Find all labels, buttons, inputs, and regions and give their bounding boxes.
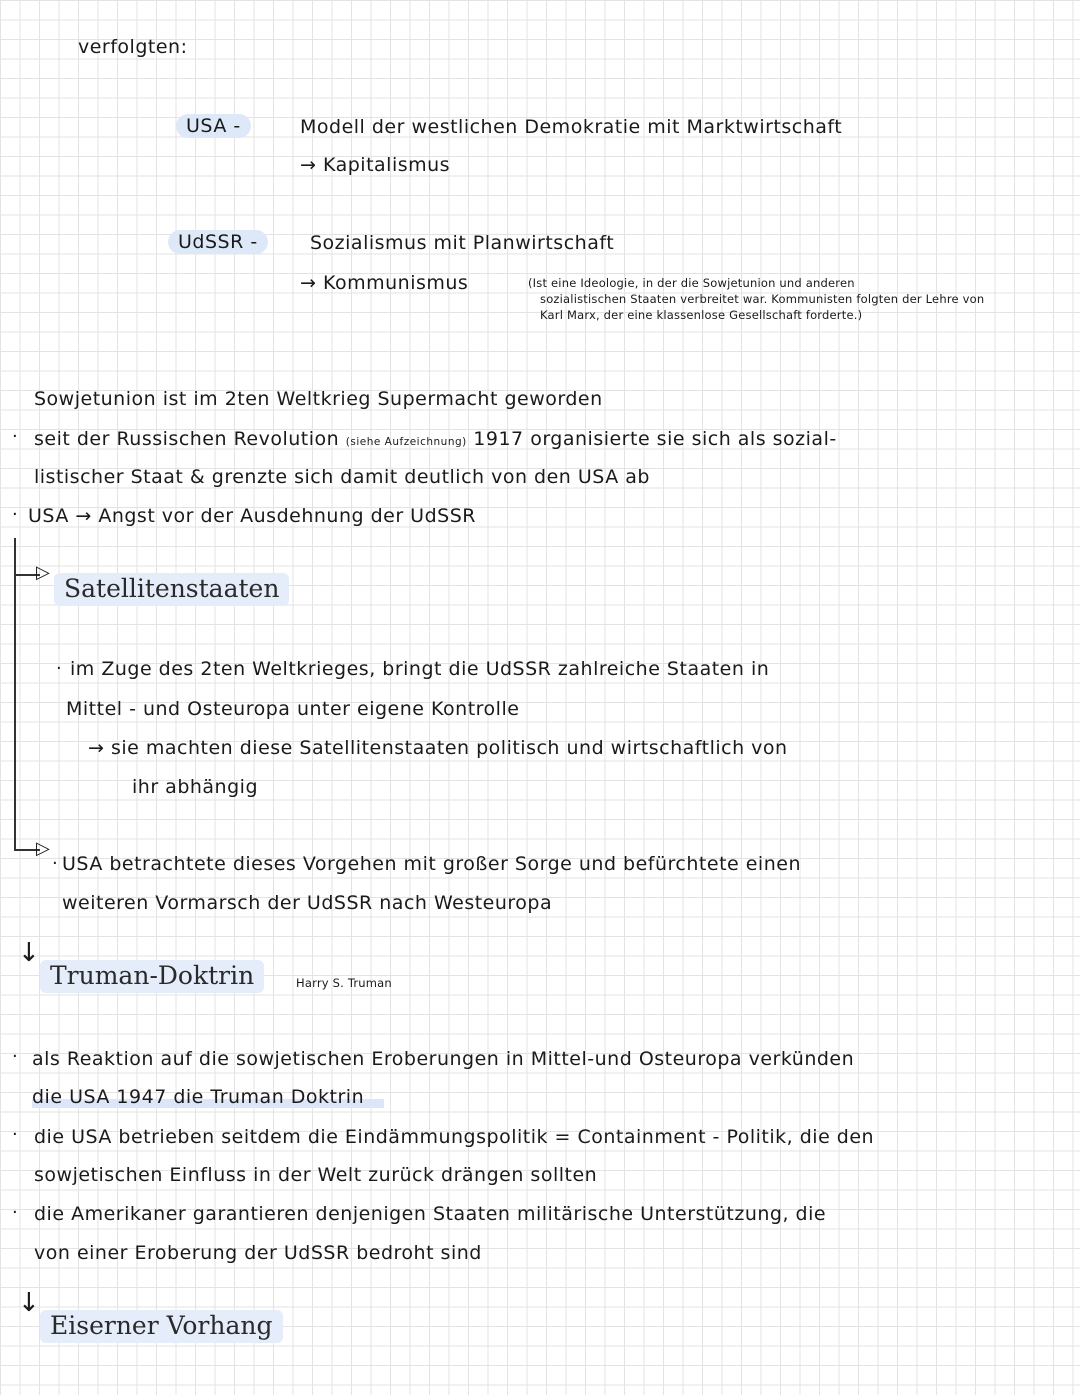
arrow-down-icon: ↓: [18, 938, 40, 968]
truman-line4: sowjetischen Einfluss in der Welt zurück drängen sollten: [34, 1164, 598, 1186]
udssr-note1: (Ist eine Ideologie, in der die Sowjetunion und anderen: [528, 276, 855, 290]
truman-line1: als Reaktion auf die sowjetischen Eroberungen in Mittel-und Osteuropa verkünden: [32, 1048, 855, 1070]
bullet-icon: ·: [52, 853, 58, 874]
usa-line2: → Kapitalismus: [300, 154, 451, 176]
udssr-line2: → Kommunismus: [300, 272, 469, 294]
truman-name: Harry S. Truman: [296, 976, 392, 990]
udssr-note2: sozialistischen Staaten verbreitet war. Kommunisten folgten der Lehre von: [540, 292, 985, 306]
udssr-line1: Sozialismus mit Planwirtschaft: [310, 232, 615, 254]
bullet-icon: ·: [12, 504, 18, 525]
satelliten-line5: USA betrachtete dieses Vorgehen mit großer Sorge und befürchtete einen: [62, 853, 801, 875]
satelliten-line2: Mittel - und Osteuropa unter eigene Kontrolle: [66, 698, 520, 720]
satelliten-line6: weiteren Vormarsch der UdSSR nach Westeuropa: [62, 892, 553, 914]
para1-line2a: seit der Russischen Revolution: [34, 428, 340, 450]
bullet-icon: ·: [12, 426, 18, 447]
heading-eiserner-vorhang: Eiserner Vorhang: [40, 1310, 283, 1343]
udssr-note3: Karl Marx, der eine klassenlose Gesellschaft forderte.): [540, 308, 863, 322]
usa-line1: Modell der westlichen Demokratie mit Marktwirtschaft: [300, 116, 843, 138]
bullet-icon: ·: [12, 1046, 18, 1067]
bracket-line: [14, 538, 16, 850]
para1-line1: Sowjetunion ist im 2ten Weltkrieg Supermacht geworden: [34, 388, 603, 410]
para1-line2c: 1917 organisierte sie sich als sozial-: [473, 428, 837, 450]
arrow-down-icon: ↓: [18, 1288, 40, 1318]
intro-text: verfolgten:: [78, 36, 188, 58]
truman-line6: von einer Eroberung der UdSSR bedroht sind: [34, 1242, 482, 1264]
para1-line4: USA → Angst vor der Ausdehnung der UdSSR: [28, 505, 476, 527]
satelliten-line3: → sie machten diese Satellitenstaaten politisch und wirtschaftlich von: [88, 737, 788, 759]
bullet-icon: ·: [12, 1202, 18, 1223]
heading-satellitenstaaten: Satellitenstaaten: [54, 573, 289, 606]
para1-line2b: (siehe Aufzeichnung): [345, 436, 467, 448]
arrow-right-icon: ▷: [36, 562, 51, 583]
bullet-icon: ·: [56, 658, 62, 679]
truman-line3: die USA betrieben seitdem die Eindämmungspolitik = Containment - Politik, die den: [34, 1126, 875, 1148]
udssr-label: UdSSR -: [168, 230, 268, 254]
para1-line3: listischer Staat & grenzte sich damit deutlich von den USA ab: [34, 466, 650, 488]
satelliten-line4: ihr abhängig: [132, 776, 259, 798]
para1-line2: [34, 428, 837, 450]
usa-label: USA -: [176, 114, 251, 138]
satelliten-line1: im Zuge des 2ten Weltkrieges, bringt die UdSSR zahlreiche Staaten in: [70, 658, 770, 680]
bullet-icon: ·: [12, 1124, 18, 1145]
arrow-right-icon: ▷: [36, 838, 51, 859]
heading-truman-doktrin: Truman-Doktrin: [40, 960, 264, 993]
truman-line5: die Amerikaner garantieren denjenigen Staaten militärische Unterstützung, die: [34, 1203, 827, 1225]
truman-line2: die USA 1947 die Truman Doktrin: [32, 1086, 384, 1108]
